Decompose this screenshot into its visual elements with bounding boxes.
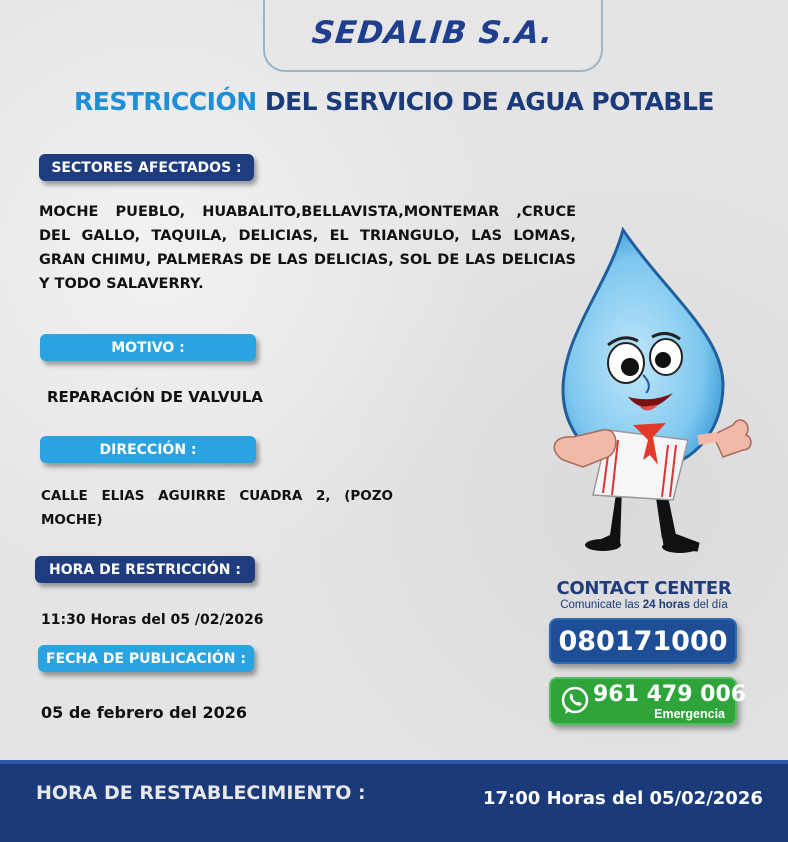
- contact-title: CONTACT CENTER: [556, 578, 732, 599]
- contact-subtitle-bold: 24 horas: [642, 599, 691, 611]
- fecha-publicacion-label: FECHA DE PUBLICACIÓN :: [38, 645, 254, 672]
- logo-tab: [263, 0, 603, 72]
- contact-center: [548, 578, 740, 611]
- sectores-label: SECTORES AFECTADOS :: [39, 154, 254, 181]
- contact-subtitle-pre: Comunicate las: [560, 599, 643, 611]
- hora-restriccion-value: 11:30 Horas del 05 /02/2026: [41, 612, 264, 628]
- water-drop-mascot: [548, 225, 753, 570]
- restablecimiento-label: HORA DE RESTABLECIMIENTO :: [36, 782, 366, 804]
- page-title: [0, 87, 788, 116]
- whatsapp-icon: [559, 685, 591, 717]
- whatsapp-label: Emergencia: [654, 707, 725, 721]
- contact-phone-number: 080171000: [558, 625, 728, 657]
- footer-bar: [0, 760, 788, 842]
- contact-phone-button[interactable]: [549, 618, 737, 664]
- whatsapp-number: 961 479 006: [593, 682, 747, 707]
- contact-subtitle-post: del día: [690, 599, 728, 611]
- title-highlight: RESTRICCIÓN: [74, 87, 257, 116]
- motivo-label: MOTIVO :: [40, 334, 256, 361]
- restablecimiento-value: 17:00 Horas del 05/02/2026: [483, 788, 763, 809]
- whatsapp-button[interactable]: [549, 677, 747, 725]
- direccion-label: DIRECCIÓN :: [40, 436, 256, 463]
- title-rest: DEL SERVICIO DE AGUA POTABLE: [256, 87, 714, 116]
- motivo-value: REPARACIÓN DE VALVULA: [47, 388, 263, 406]
- sectores-value: MOCHE PUEBLO, HUABALITO,BELLAVISTA,MONTEMAR ,CRUCE DEL GALLO, TAQUILA, DELICIAS, EL TRIANGULO, LAS LOMAS, GRAN CHIMU, PALMERAS DE LAS DELICIAS, SOL DE LAS DELICIAS Y TODO SALAVERRY.: [39, 204, 576, 292]
- fecha-publicacion-value: 05 de febrero del 2026: [41, 703, 248, 722]
- contact-subtitle: [548, 599, 740, 611]
- hora-restriccion-label: HORA DE RESTRICCIÓN :: [35, 556, 255, 583]
- direccion-value: CALLE ELIAS AGUIRRE CUADRA 2, (POZO MOCHE): [41, 488, 393, 528]
- brand-logo: SEDALIB S.A.: [310, 15, 556, 51]
